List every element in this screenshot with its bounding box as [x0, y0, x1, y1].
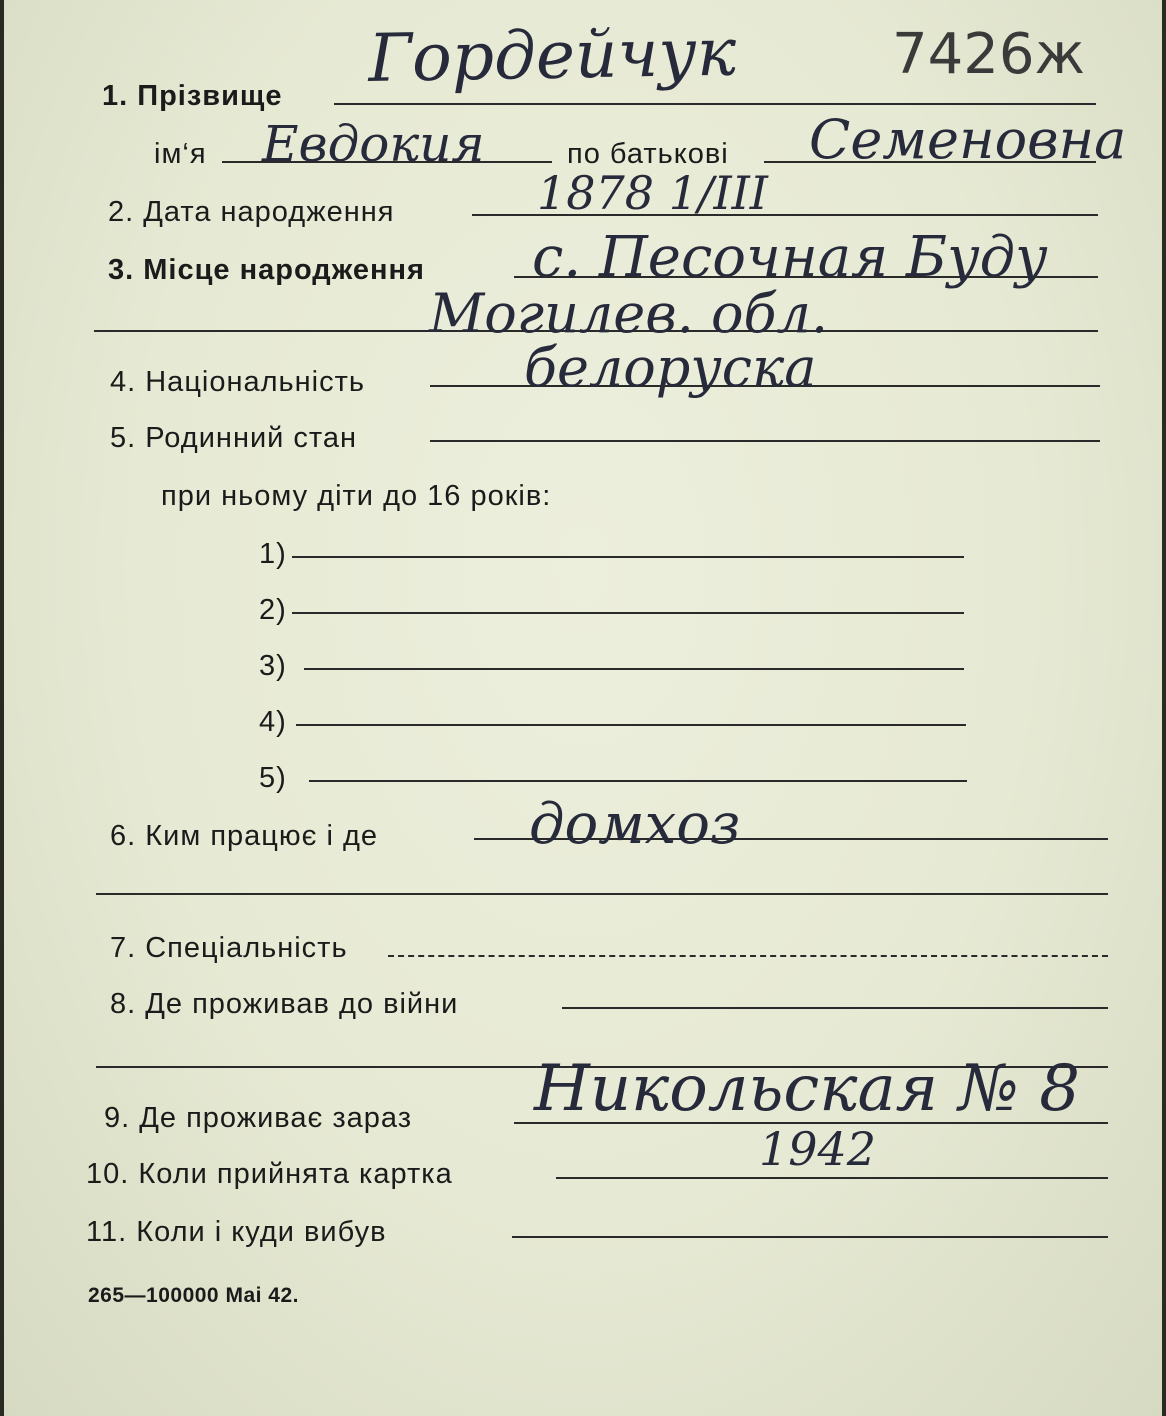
occupation-line-2	[96, 893, 1108, 895]
children-label: при ньому діти до 16 років:	[161, 480, 552, 512]
nationality-value: белоруска	[524, 336, 817, 399]
child-3-label: 3)	[259, 650, 287, 682]
patronymic-label: по батькові	[567, 138, 729, 170]
occupation-label: 6. Ким працює і де	[110, 820, 379, 852]
card-accepted-label: 10. Коли прийнята картка	[86, 1158, 453, 1190]
patronymic-value: Семеновна	[809, 108, 1127, 171]
birth-place-value-2: Могилев. обл.	[429, 282, 828, 345]
child-1-line	[292, 556, 964, 558]
departure-label: 11. Коли і куди вибув	[86, 1216, 387, 1248]
current-residence-value: Никольская № 8	[534, 1052, 1080, 1126]
child-2-label: 2)	[259, 594, 287, 626]
card-accepted-value: 1942	[759, 1122, 877, 1176]
child-4-label: 4)	[259, 706, 287, 738]
birth-date-label: 2. Дата народження	[108, 196, 395, 228]
prewar-residence-line-1	[562, 1007, 1108, 1009]
child-3-line	[304, 668, 964, 670]
first-name-label: ім‘я	[154, 138, 207, 170]
surname-line	[334, 103, 1096, 105]
birth-place-value-1: с. Песочная Буду	[532, 225, 1048, 290]
first-name-value: Евдокия	[262, 115, 485, 173]
child-2-line	[292, 612, 964, 614]
child-4-line	[296, 724, 966, 726]
card-accepted-line	[556, 1177, 1108, 1179]
family-status-label: 5. Родинний стан	[110, 422, 358, 454]
occupation-value: домхоз	[529, 792, 741, 857]
specialty-label: 7. Спеціальність	[110, 932, 348, 964]
birth-place-label: 3. Місце народження	[108, 254, 425, 286]
family-status-line	[430, 440, 1100, 442]
child-5-line	[309, 780, 967, 782]
child-5-label: 5)	[259, 762, 287, 794]
print-run-code: 265—100000 Mai 42.	[88, 1284, 299, 1307]
card-number: 7426ж	[892, 22, 1085, 87]
departure-line	[512, 1236, 1108, 1238]
child-1-label: 1)	[259, 538, 287, 570]
current-residence-label: 9. Де проживає зараз	[104, 1102, 413, 1134]
surname-value: Гордейчук	[367, 13, 737, 98]
specialty-line	[388, 955, 1108, 957]
surname-label: 1. Прізвище	[102, 80, 283, 112]
nationality-label: 4. Національність	[110, 366, 366, 398]
prewar-residence-label: 8. Де проживав до війни	[110, 988, 459, 1020]
birth-date-value: 1878 1/III	[537, 166, 768, 220]
